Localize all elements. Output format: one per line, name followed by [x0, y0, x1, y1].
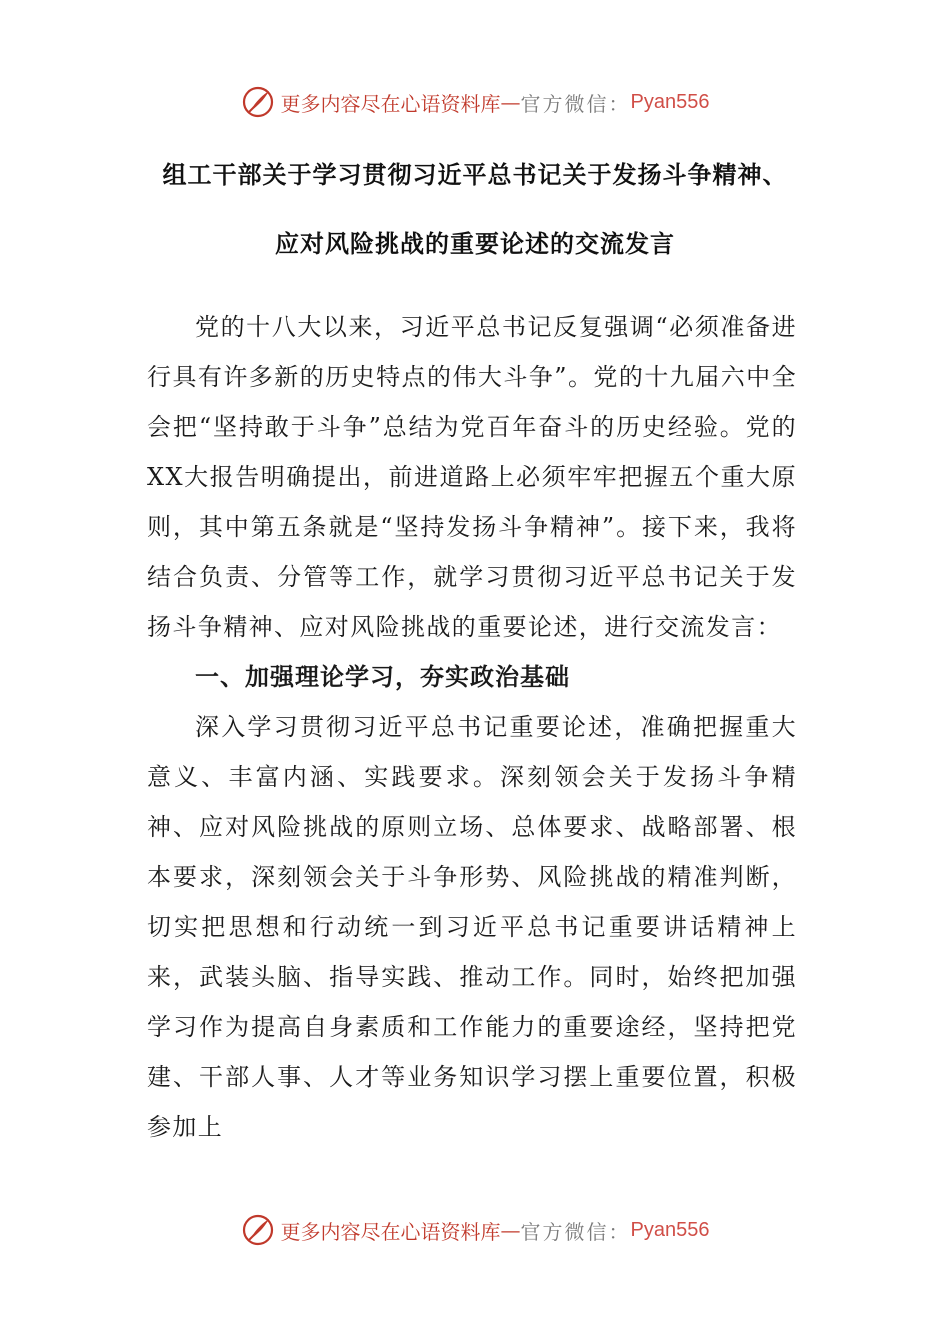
- document-title-line-2: 应对风险挑战的重要论述的交流发言: [275, 230, 675, 258]
- section-1-heading: 一、加强理论学习，夯实政治基础: [195, 663, 570, 691]
- watermark-wechat-id: Pyan556: [630, 1218, 710, 1241]
- feather-pen-logo-icon: [241, 1213, 275, 1247]
- watermark-banner-bottom: [0, 1210, 950, 1250]
- watermark-wechat-id: Pyan556: [630, 90, 710, 113]
- watermark-wechat-label: 官方微信：: [520, 1219, 631, 1244]
- watermark-brand-text: 更多内容尽在心语资料库: [280, 91, 501, 116]
- watermark-wechat-label: 官方微信：: [520, 91, 631, 116]
- watermark-brand-text: 更多内容尽在心语资料库: [280, 1219, 501, 1244]
- watermark-dash: —: [500, 1218, 521, 1242]
- document-title-line-1: 组工干部关于学习贯彻习近平总书记关于发扬斗争精神、: [162, 161, 788, 189]
- section-1-paragraph: 深入学习贯彻习近平总书记重要论述，准确把握重大意义、丰富内涵、实践要求。深刻领会关于发扬斗争精神、应对风险挑战的原则立场、总体要求、战略部署、根本要求，深刻领会关于斗争形势、风险挑战的精准判断，切实把思想和行动统一到习近平总书记重要讲话精神上来，武装头脑、指导实践、推动工作。同时，始终把加强学习作为提高自身素质和工作能力的重要途经，坚持把党建、干部人事、人才等业务知识学习摆上重要位置，积极参加上: [147, 713, 797, 1141]
- intro-paragraph: 党的十八大以来，习近平总书记反复强调“必须准备进行具有许多新的历史特点的伟大斗争”。党的十九届六中全会把“坚持敢于斗争”总结为党百年奋斗的历史经验。党的XX大报告明确提出，前进道路上必须牢牢把握五个重大原则，其中第五条就是“坚持发扬斗争精神”。接下来，我将结合负责、分管等工作，就学习贯彻习近平总书记关于发扬斗争精神、应对风险挑战的重要论述，进行交流发言：: [147, 313, 797, 641]
- watermark-dash: —: [500, 90, 521, 114]
- watermark-banner-top: [0, 82, 950, 122]
- document-body: [147, 302, 797, 1152]
- feather-pen-logo-icon: [241, 85, 275, 119]
